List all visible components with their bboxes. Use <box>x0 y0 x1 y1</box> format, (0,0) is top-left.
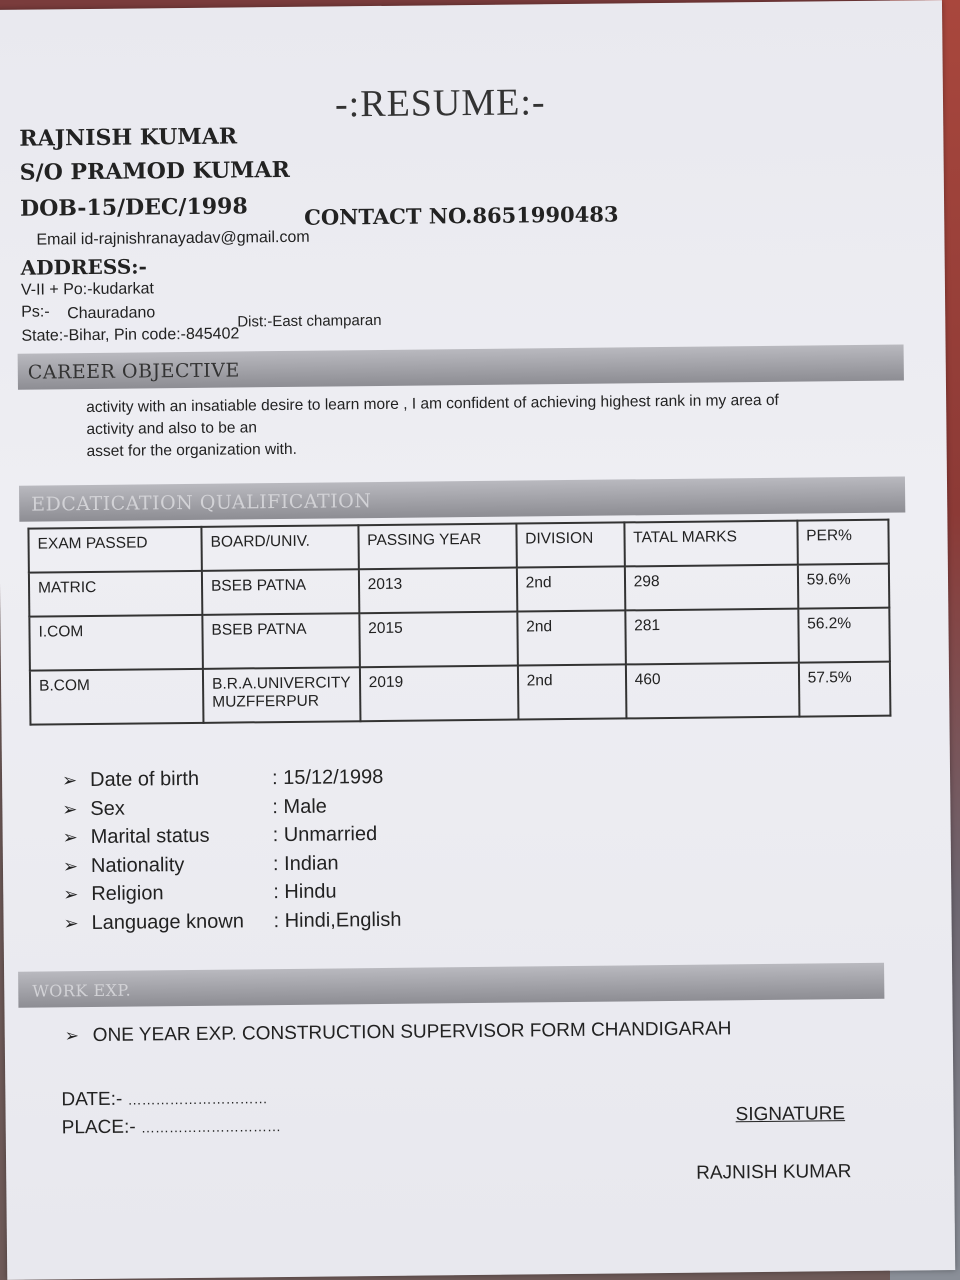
address-ps-label: Ps:- <box>21 303 50 321</box>
cell-board <box>203 667 360 723</box>
career-objective-line-1: activity with an insatiable desire to learn more , I am confident of achieving highest rank in my area of <box>86 391 779 417</box>
list-item <box>62 794 400 826</box>
table-row <box>29 608 890 671</box>
detail-key: Marital status <box>90 824 210 849</box>
work-experience-item <box>65 1018 732 1047</box>
detail-key: Religion <box>91 882 164 906</box>
contact-number: CONTACT NO.8651990483 <box>304 201 619 230</box>
cell-year: 2019 <box>360 666 519 722</box>
cell-year: 2015 <box>359 612 518 668</box>
education-table <box>27 519 891 726</box>
detail-value: : Unmarried <box>272 823 378 847</box>
detail-key: Date of birth <box>89 767 200 792</box>
arrow-bullet-icon: ➢ <box>64 1026 80 1046</box>
col-board: BOARD/UNIV. <box>201 525 358 571</box>
education-heading: EDCATICATION QUALIFICATION <box>31 490 372 516</box>
cell-exam: MATRIC <box>29 571 202 617</box>
signature-name: RAJNISH KUMAR <box>696 1161 852 1184</box>
arrow-bullet-icon: ➢ <box>61 770 78 791</box>
career-objective-bar <box>18 344 904 389</box>
cell-percentage: 56.2% <box>798 608 890 663</box>
place-field <box>62 1115 281 1139</box>
address-state: State:-Bihar, Pin code:-845402 <box>21 325 240 345</box>
cell-marks: 298 <box>625 565 798 611</box>
detail-value: : Male <box>272 795 327 818</box>
list-item <box>63 823 401 855</box>
col-exam-passed: EXAM PASSED <box>28 527 201 573</box>
date-field <box>61 1087 267 1111</box>
detail-key: Nationality <box>90 853 185 877</box>
cell-percentage: 59.6% <box>798 564 890 609</box>
cell-division: 2nd <box>517 610 626 665</box>
col-percentage: PER% <box>797 520 889 565</box>
career-objective-line-3: asset for the organization with. <box>86 440 297 461</box>
place-label: PLACE:- <box>61 1116 136 1139</box>
cell-percentage: 57.5% <box>799 662 891 717</box>
work-experience-heading: WORK EXP. <box>32 980 132 1001</box>
table-row <box>30 662 891 725</box>
address-ps-value: Chauradano <box>67 304 156 323</box>
col-division: DIVISION <box>516 522 624 567</box>
cell-board-line-1: B.R.A.UNIVERCITY <box>211 674 351 693</box>
date-label: DATE:- <box>61 1088 123 1111</box>
cell-marks: 281 <box>625 609 799 665</box>
list-item <box>63 908 401 940</box>
cell-exam: I.COM <box>29 615 203 671</box>
father-name: S/O PRAMOD KUMAR <box>19 156 290 186</box>
career-objective-line-2: activity and also to be an <box>86 419 258 439</box>
col-passing-year: PASSING YEAR <box>358 524 516 570</box>
detail-key: Sex <box>90 797 125 820</box>
cell-exam: B.COM <box>30 669 204 725</box>
col-total-marks: TATAL MARKS <box>624 521 797 567</box>
arrow-bullet-icon: ➢ <box>62 827 78 848</box>
cell-division: 2nd <box>517 566 625 611</box>
detail-value: : 15/12/1998 <box>271 765 384 790</box>
arrow-bullet-icon: ➢ <box>62 798 78 819</box>
address-heading: ADDRESS:- <box>20 254 148 280</box>
resume-title: -:RESUME:- <box>334 81 546 126</box>
signature-label: SIGNATURE <box>735 1103 846 1126</box>
date-of-birth-heading: DOB-15/DEC/1998 <box>19 193 248 222</box>
detail-value: : Hindu <box>273 880 337 904</box>
date-dots: ………………………… <box>127 1090 268 1108</box>
list-item <box>63 880 401 912</box>
arrow-bullet-icon: ➢ <box>62 855 79 876</box>
address-line-1: V-II + Po:-kudarkat <box>20 280 154 299</box>
cell-year: 2013 <box>359 568 517 614</box>
cell-division: 2nd <box>518 664 627 719</box>
candidate-name: RAJNISH KUMAR <box>19 123 238 152</box>
detail-value: : Indian <box>272 851 339 875</box>
education-bar <box>19 476 905 521</box>
cell-board: BSEB PATNA <box>202 613 359 669</box>
career-objective-heading: CAREER OBJECTIVE <box>27 359 240 384</box>
address-district: Dist:-East champaran <box>237 311 382 331</box>
cell-board: BSEB PATNA <box>202 569 359 615</box>
work-experience-bar <box>18 963 884 1008</box>
cell-board-line-2: MUZFFERPUR <box>212 692 320 711</box>
work-experience-text: ONE YEAR EXP. CONSTRUCTION SUPERVISOR FORM CHANDIGARAH <box>92 1018 732 1047</box>
cell-marks: 460 <box>626 663 800 719</box>
detail-value: : Hindi,English <box>273 908 402 932</box>
detail-key: Language known <box>91 909 245 934</box>
list-item <box>63 851 401 883</box>
personal-details-list <box>62 766 402 941</box>
place-dots: ………………………… <box>140 1118 281 1136</box>
arrow-bullet-icon: ➢ <box>63 912 79 933</box>
arrow-bullet-icon: ➢ <box>63 884 79 905</box>
list-item <box>62 766 400 798</box>
email: Email id-rajnishranayadav@gmail.com <box>36 228 310 249</box>
